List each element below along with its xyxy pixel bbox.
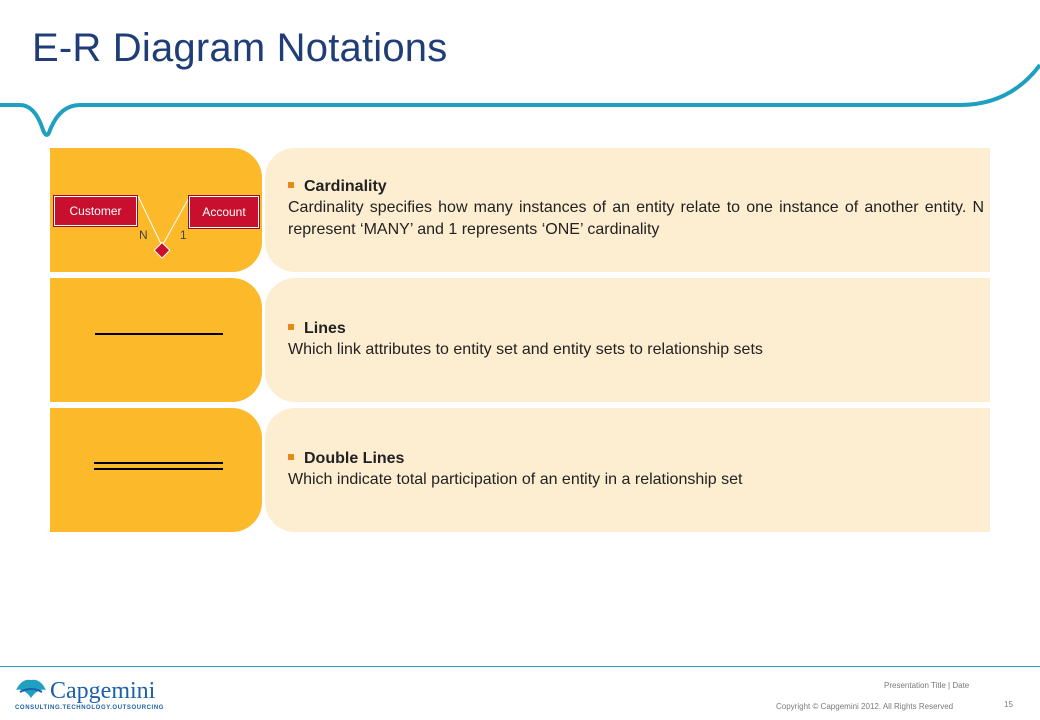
notation-row-lines bbox=[50, 278, 990, 402]
notation-visual-panel bbox=[50, 408, 262, 532]
notation-heading-text: Cardinality bbox=[304, 178, 387, 195]
notation-heading bbox=[288, 448, 984, 469]
capgemini-logo-text: Capgemini bbox=[50, 678, 156, 704]
page-number: 15 bbox=[1004, 700, 1013, 709]
presentation-info: Presentation Title | Date bbox=[884, 681, 970, 690]
notation-heading-text: Lines bbox=[304, 320, 346, 337]
notation-description-panel bbox=[265, 148, 990, 272]
account-entity-label: Account bbox=[202, 205, 246, 219]
slide-title: E-R Diagram Notations bbox=[32, 26, 448, 70]
capgemini-logo-tagline: CONSULTING.TECHNOLOGY.OUTSOURCING bbox=[15, 705, 165, 711]
notation-visual-panel bbox=[50, 148, 262, 272]
cardinality-one-label: 1 bbox=[180, 228, 187, 242]
account-entity-box bbox=[189, 196, 259, 228]
single-line-symbol bbox=[95, 333, 223, 335]
notation-description-panel bbox=[265, 278, 990, 402]
notation-visual-panel bbox=[50, 278, 262, 402]
header-swoosh bbox=[0, 60, 1040, 150]
notation-row-cardinality bbox=[50, 148, 990, 272]
bullet-square-icon bbox=[288, 182, 294, 188]
copyright-notice: Copyright © Capgemini 2012. All Rights Reserved bbox=[776, 702, 954, 711]
notation-description: Which indicate total participation of an entity in a relationship set bbox=[288, 471, 743, 488]
double-line-symbol-top bbox=[94, 462, 223, 464]
customer-entity-box bbox=[54, 196, 137, 226]
bullet-square-icon bbox=[288, 324, 294, 330]
bullet-square-icon bbox=[288, 454, 294, 460]
double-line-symbol-bottom bbox=[94, 468, 223, 470]
notation-heading bbox=[288, 176, 984, 197]
notation-description-panel bbox=[265, 408, 990, 532]
cardinality-many-label: N bbox=[139, 228, 148, 242]
notation-description: Cardinality specifies how many instances of an entity relate to one instance of another entity. N represent ‘MANY’ and 1 represents ‘ONE’ cardinality bbox=[288, 199, 984, 238]
capgemini-spade-icon bbox=[14, 676, 48, 702]
notation-row-double-lines bbox=[50, 408, 990, 532]
notation-description: Which link attributes to entity set and entity sets to relationship sets bbox=[288, 341, 763, 358]
customer-entity-label: Customer bbox=[69, 204, 122, 218]
footer-divider bbox=[0, 666, 1040, 667]
notation-heading-text: Double Lines bbox=[304, 450, 405, 467]
notation-heading bbox=[288, 318, 984, 339]
